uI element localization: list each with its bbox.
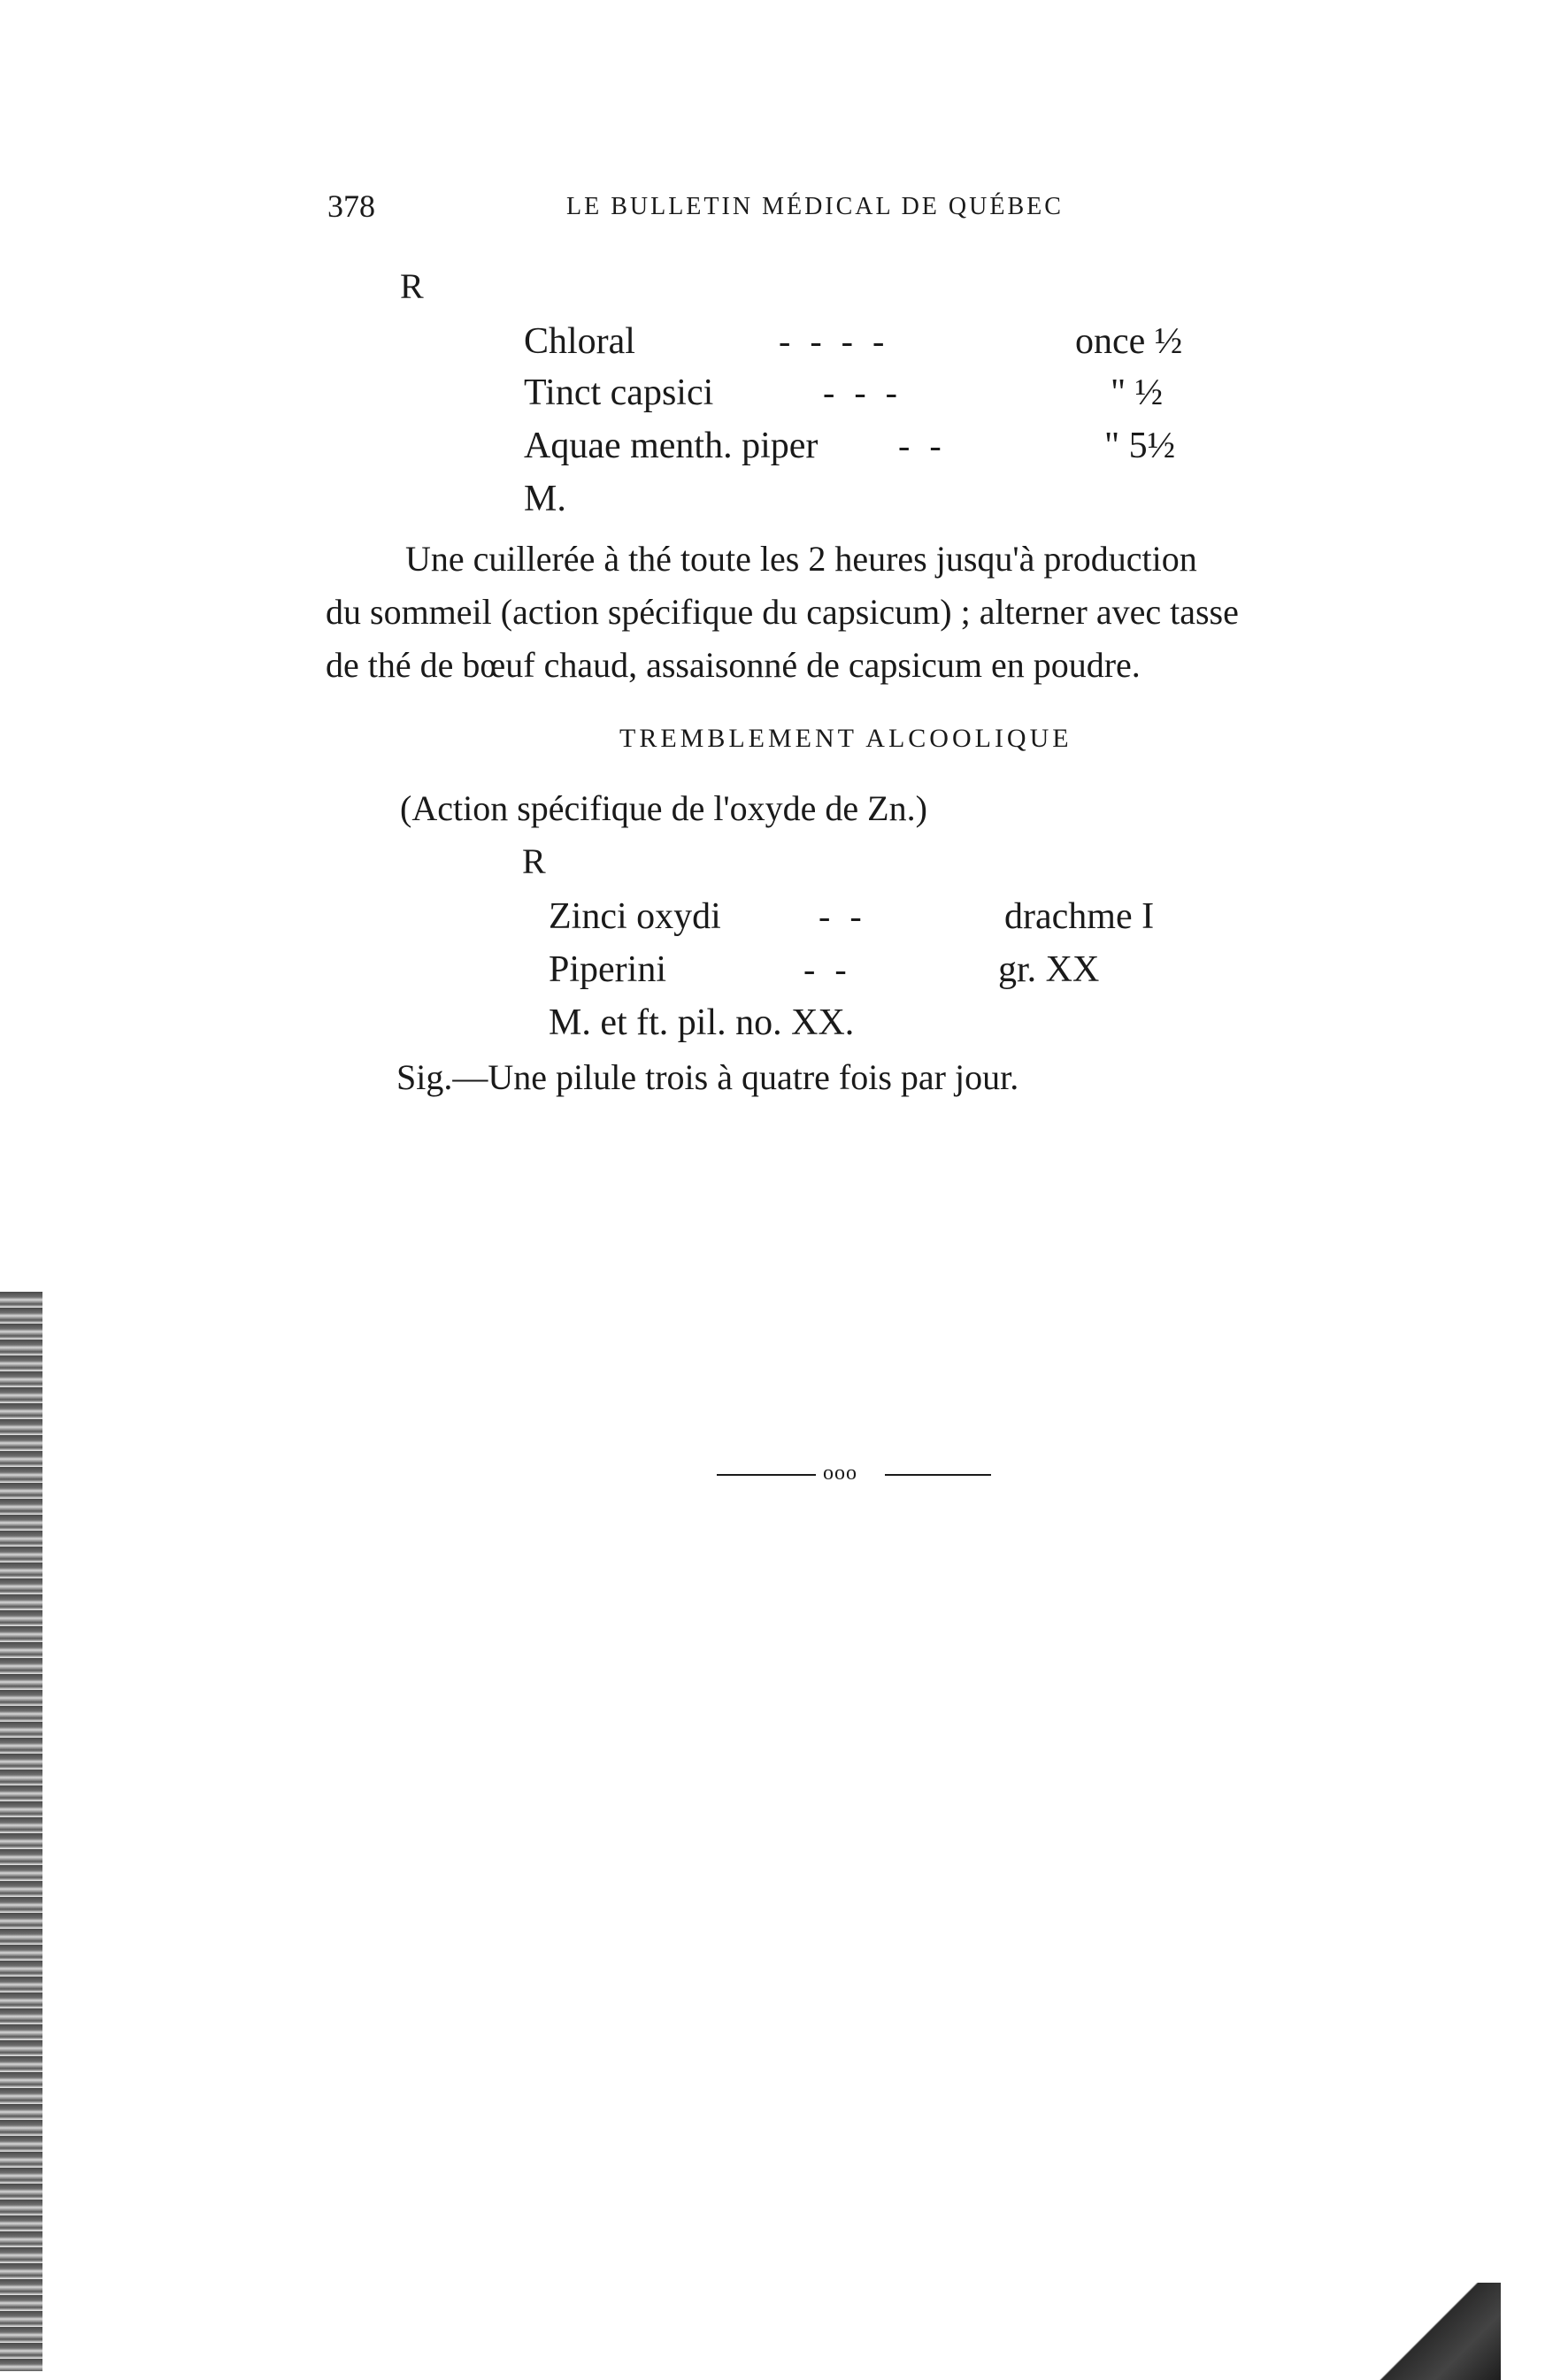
ingredient-dashes: - - <box>819 896 867 936</box>
section-title: TREMBLEMENT ALCOOLIQUE <box>619 724 1072 753</box>
ingredient-dashes: - - - - <box>779 321 890 361</box>
rx-symbol: R <box>400 266 424 306</box>
section-separator <box>717 1462 991 1488</box>
separator-rule-left <box>717 1474 816 1476</box>
scan-corner-shadow <box>1377 2283 1501 2380</box>
mix-instruction: M. et ft. pil. no. XX. <box>549 1002 855 1043</box>
running-title: LE BULLETIN MÉDICAL DE QUÉBEC <box>566 193 1064 220</box>
ingredient-name: Tinct capsici <box>524 372 714 413</box>
ingredient-name: Piperini <box>549 949 666 990</box>
page-header <box>0 188 1545 232</box>
ingredient-dashes: - - - <box>823 372 903 412</box>
separator-mark: ooo <box>823 1462 857 1485</box>
scan-edge-shadow <box>0 1292 42 2371</box>
separator-rule-right <box>885 1474 991 1476</box>
signature-line: Sig.—Une pilule trois à quatre fois par jour. <box>396 1057 1019 1097</box>
ingredient-name: Aquae menth. piper <box>524 426 819 466</box>
paragraph-line: Une cuillerée à thé toute les 2 heures jusqu'à production <box>405 539 1197 579</box>
ingredient-amount: gr. XX <box>998 949 1100 990</box>
paragraph-line: du sommeil (action spécifique du capsicum) ; alterner avec tasse <box>326 592 1239 632</box>
ingredient-dashes: - - <box>898 426 947 465</box>
ingredient-amount: drachme I <box>1004 896 1155 937</box>
ingredient-name: Zinci oxydi <box>549 896 721 937</box>
rx-symbol: R <box>522 841 546 881</box>
mix-instruction: M. <box>524 479 566 519</box>
paragraph-line: de thé de bœuf chaud, assaisonné de capsicum en poudre. <box>326 645 1141 685</box>
ingredient-amount: " ½ <box>1111 372 1164 413</box>
section-subtitle: (Action spécifique de l'oxyde de Zn.) <box>400 788 927 828</box>
ingredient-dashes: - - <box>803 949 852 989</box>
ingredient-amount: " 5½ <box>1104 426 1176 466</box>
page-number: 378 <box>327 188 375 224</box>
ingredient-name: Chloral <box>524 321 635 362</box>
ingredient-amount: once ½ <box>1075 321 1183 362</box>
